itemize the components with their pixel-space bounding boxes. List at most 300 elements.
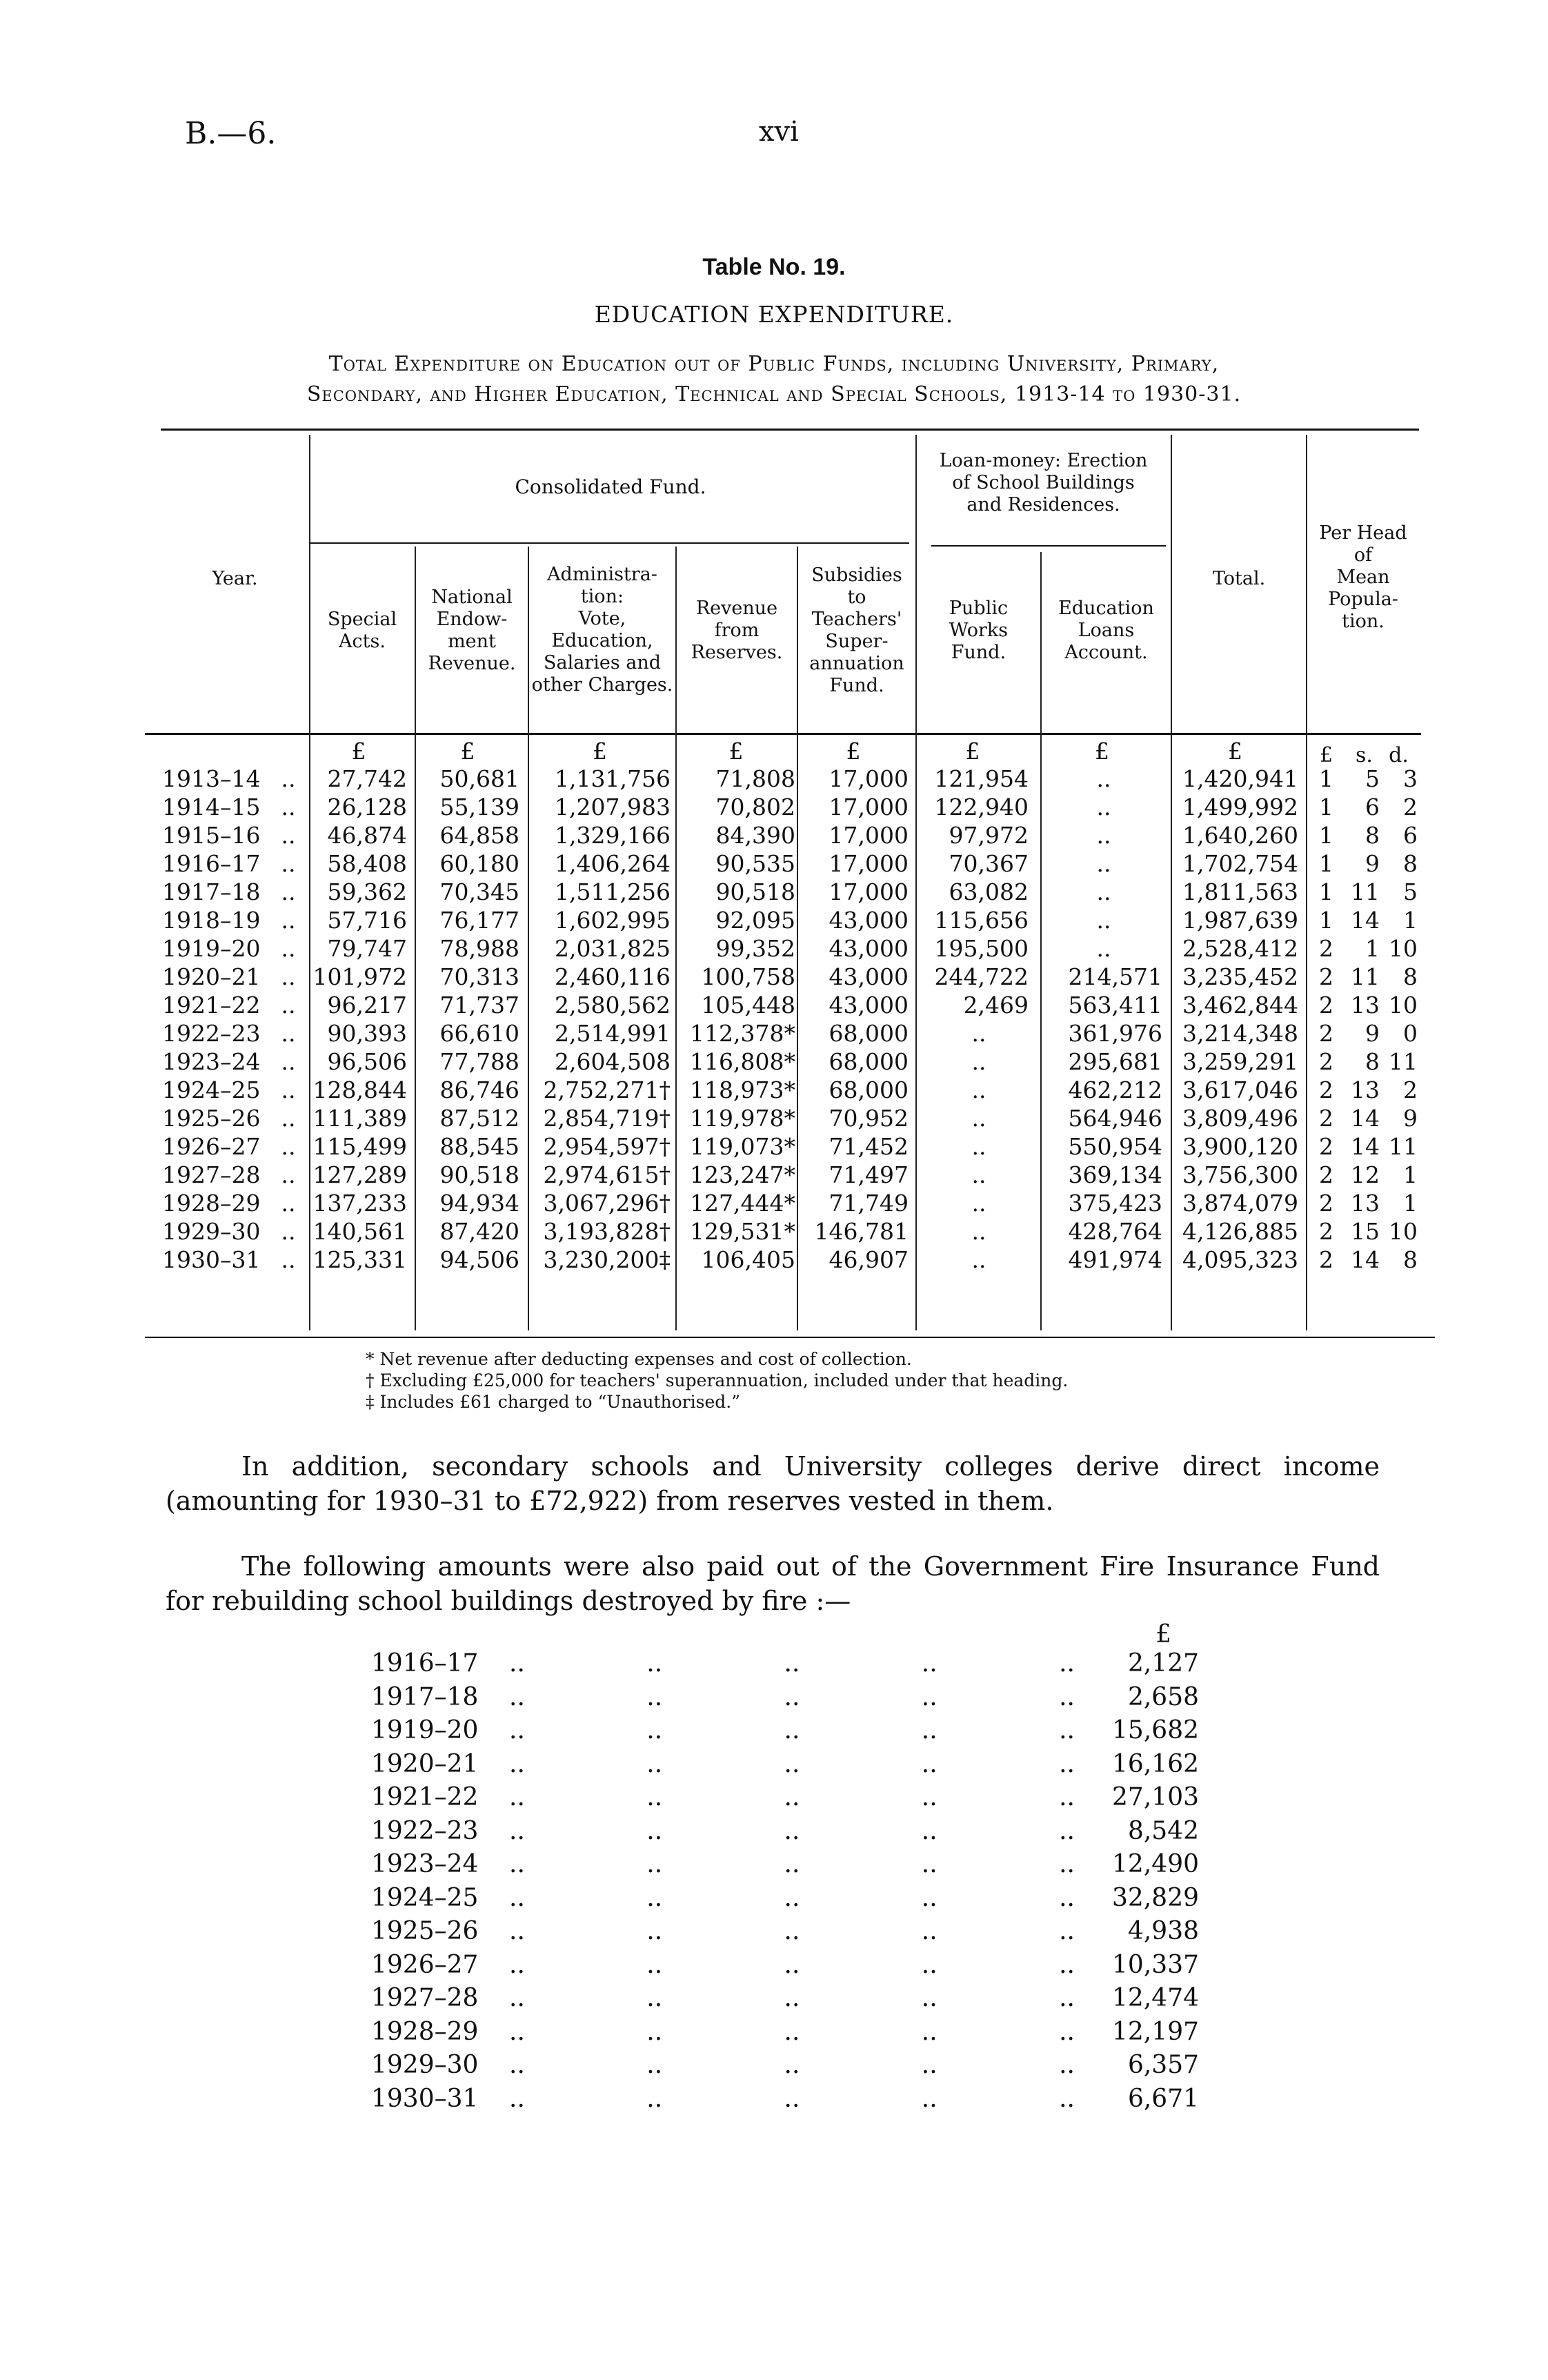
pwf-cell: ..: [971, 1020, 986, 1047]
leader-dots: ..: [281, 794, 296, 820]
admin-cell: 2,460,116: [555, 963, 671, 990]
per-head-shillings: 11: [1351, 963, 1380, 990]
special-cell: 59,362: [327, 878, 407, 905]
leader-dot: ..: [784, 1984, 800, 2012]
pwf-cell: ..: [971, 1218, 986, 1245]
leader-dots: ..: [281, 1190, 296, 1217]
admin-cell: 1,329,166: [555, 822, 671, 849]
leader-dots: [509, 2085, 1075, 2113]
year-cell: 1916–17: [162, 850, 261, 877]
special-cell: 57,716: [327, 907, 407, 934]
fire-list-item: [371, 1984, 1199, 2018]
leader-dots: ..: [281, 1048, 296, 1075]
leader-dot: ..: [1059, 1850, 1075, 1878]
fire-amount: 12,197: [1112, 2017, 1199, 2046]
admin-cell: 2,514,991: [555, 1020, 671, 1047]
fire-list-item: [371, 1817, 1199, 1851]
fire-amount: 4,938: [1127, 1917, 1199, 1945]
leader-dots: ..: [281, 1076, 296, 1103]
per-head-shillings: 14: [1351, 1133, 1380, 1160]
fire-amount: 12,490: [1112, 1850, 1199, 1878]
leader-dot: ..: [1059, 1649, 1075, 1678]
leader-dot: ..: [509, 1749, 525, 1778]
fire-amount: 27,103: [1112, 1783, 1199, 1811]
national-cell: 76,177: [439, 907, 519, 934]
leader-dots: ..: [281, 822, 296, 849]
admin-cell: 2,974,615†: [543, 1161, 671, 1188]
ela-cell: 563,411: [1068, 992, 1162, 1019]
per-head-pounds: 2: [1319, 1048, 1333, 1075]
admin-cell: 3,230,200‡: [543, 1246, 671, 1273]
fire-amount: 32,829: [1112, 1883, 1199, 1912]
leader-dot: ..: [509, 1950, 525, 1979]
subsidies-cell: 68,000: [828, 1048, 909, 1075]
leader-dot: ..: [646, 1716, 663, 1744]
footnote-double-dagger: ‡ Includes £61 charged to “Unauthorised.”: [366, 1392, 740, 1412]
ela-cell: ..: [1096, 794, 1111, 820]
per-head-pence: 1: [1403, 1161, 1418, 1188]
leader-dot: ..: [921, 2051, 937, 2079]
year-cell: 1926–27: [162, 1133, 261, 1160]
header-line: Education: [1058, 598, 1154, 619]
leader-dot: ..: [646, 1783, 663, 1811]
leader-dot: ..: [646, 1984, 663, 2012]
subsidies-cell: 17,000: [828, 794, 909, 820]
col-header-public-works-fund: [917, 598, 1040, 664]
subsidies-cell: 17,000: [828, 878, 909, 905]
fire-year: 1920–21: [371, 1749, 479, 1778]
leader-dot: ..: [1059, 1749, 1075, 1778]
leader-dot: ..: [921, 1950, 937, 1979]
leader-dot: ..: [784, 1950, 800, 1979]
total-cell: 4,126,885: [1182, 1218, 1298, 1245]
per-head-shillings: 14: [1351, 907, 1380, 934]
admin-cell: 2,031,825: [555, 935, 671, 962]
per-head-pence: 1: [1403, 907, 1418, 934]
total-cell: 1,420,941: [1182, 765, 1298, 792]
national-cell: 64,858: [439, 822, 519, 849]
header-line: tion:: [580, 586, 624, 607]
leader-dot: ..: [784, 1917, 800, 1945]
reserves-cell: 92,095: [715, 907, 795, 934]
ela-cell: 550,954: [1068, 1133, 1162, 1160]
fire-list-item: [371, 1750, 1199, 1784]
admin-cell: 1,511,256: [555, 878, 671, 905]
special-cell: 101,972: [312, 963, 407, 990]
leader-dots: ..: [281, 992, 296, 1019]
special-cell: 137,233: [312, 1190, 407, 1217]
header-line: Revenue: [695, 598, 778, 619]
leader-dots: [509, 1884, 1075, 1912]
pwf-cell: 122,940: [934, 794, 1029, 820]
leader-dots: ..: [281, 1218, 296, 1245]
per-head-shillings: 12: [1351, 1161, 1380, 1188]
header-line: annuation: [809, 653, 904, 674]
admin-cell: 2,954,597†: [543, 1133, 671, 1160]
col-header-per-head: [1307, 522, 1419, 633]
header-line: of: [1353, 544, 1373, 566]
footnote-asterisk: * Net revenue after deducting expenses and cost of collection.: [366, 1349, 912, 1369]
unit-pound-symbol: £: [965, 738, 980, 765]
year-cell: 1921–22: [162, 992, 261, 1019]
per-head-pence: 10: [1389, 992, 1418, 1019]
loan-subheader-rule: [931, 545, 1166, 547]
ela-cell: ..: [1096, 822, 1111, 849]
leader-dot: ..: [509, 2051, 525, 2079]
leader-dot: ..: [1059, 1716, 1075, 1744]
header-line: Works: [949, 620, 1009, 641]
unit-pound-symbol: £: [846, 738, 861, 765]
per-head-unit: s.: [1356, 743, 1373, 767]
leader-dot: ..: [646, 1749, 663, 1778]
leader-dot: ..: [509, 1984, 525, 2012]
total-cell: 2,528,412: [1182, 935, 1298, 962]
leader-dot: ..: [784, 2017, 800, 2046]
fire-list-item: [371, 2018, 1199, 2052]
year-cell: 1913–14: [162, 765, 261, 792]
leader-dots: ..: [281, 878, 296, 905]
fire-year: 1922–23: [371, 1816, 479, 1845]
unit-pound-symbol: £: [593, 738, 607, 765]
subsidies-cell: 43,000: [828, 935, 909, 962]
year-cell: 1920–21: [162, 963, 261, 990]
leader-dot: ..: [784, 1816, 800, 1845]
header-bottom-rule: [145, 733, 1421, 735]
ela-cell: 462,212: [1068, 1076, 1162, 1103]
pwf-cell: ..: [971, 1133, 986, 1160]
admin-cell: 2,752,271†: [543, 1076, 671, 1103]
per-head-pence: 8: [1403, 850, 1418, 877]
ela-cell: 295,681: [1068, 1048, 1162, 1075]
header-line: Administra-: [547, 564, 657, 585]
per-head-unit: d.: [1389, 743, 1409, 767]
national-cell: 88,545: [439, 1133, 519, 1160]
leader-dot: ..: [1059, 1682, 1075, 1711]
pwf-cell: ..: [971, 1076, 986, 1103]
leader-dot: ..: [784, 2084, 800, 2113]
leader-dot: ..: [921, 1850, 937, 1878]
header-line: to: [847, 587, 866, 608]
per-head-pence: 8: [1403, 963, 1418, 990]
reserves-cell: 99,352: [715, 935, 795, 962]
ela-cell: ..: [1096, 765, 1111, 792]
fire-year: 1919–20: [371, 1716, 479, 1744]
consolidated-subheader-rule: [309, 542, 909, 544]
national-cell: 94,506: [439, 1246, 519, 1273]
year-cell: 1928–29: [162, 1190, 261, 1217]
fire-year: 1926–27: [371, 1950, 479, 1979]
national-cell: 94,934: [439, 1190, 519, 1217]
col-header-subsidies: [798, 564, 915, 697]
per-head-shillings: 1: [1365, 935, 1380, 962]
year-cell: 1917–18: [162, 878, 261, 905]
table-title: EDUCATION EXPENDITURE.: [594, 301, 954, 328]
leader-dot: ..: [921, 2084, 937, 2113]
leader-dots: [509, 1850, 1075, 1878]
header-line: Super-: [825, 631, 889, 652]
pwf-cell: ..: [971, 1190, 986, 1217]
total-cell: 3,756,300: [1182, 1161, 1298, 1188]
reserves-cell: 116,808*: [690, 1048, 795, 1075]
reserves-cell: 71,808: [715, 765, 795, 792]
leader-dots: [509, 1716, 1075, 1744]
header-line: ment: [448, 631, 496, 652]
subsidies-cell: 46,907: [828, 1246, 909, 1273]
subsidies-cell: 71,497: [828, 1161, 909, 1188]
per-head-pence: 5: [1403, 878, 1418, 905]
header-line: Per Head: [1319, 522, 1407, 544]
leader-dot: ..: [1059, 2084, 1075, 2113]
col-header-administration: [529, 564, 675, 696]
col-header-education-loans: [1042, 598, 1171, 664]
admin-cell: 2,604,508: [555, 1048, 671, 1075]
per-head-pounds: 1: [1319, 850, 1333, 877]
leader-dot: ..: [784, 1883, 800, 1912]
fire-amount: 2,658: [1127, 1682, 1199, 1711]
leader-dots: ..: [281, 1133, 296, 1160]
per-head-pounds: 2: [1319, 1133, 1333, 1160]
per-head-pence: 10: [1389, 1218, 1418, 1245]
header-line: Special: [327, 609, 397, 630]
year-cell: 1914–15: [162, 794, 261, 820]
fire-amount: 8,542: [1127, 1816, 1199, 1845]
year-cell: 1915–16: [162, 822, 261, 849]
fire-year: 1929–30: [371, 2051, 479, 2079]
leader-dot: ..: [921, 1883, 937, 1912]
per-head-shillings: 13: [1351, 1190, 1380, 1217]
ela-cell: ..: [1096, 878, 1111, 905]
subsidies-cell: 71,452: [828, 1133, 909, 1160]
total-cell: 3,259,291: [1182, 1048, 1298, 1075]
per-head-shillings: 8: [1365, 822, 1380, 849]
fire-amount: 15,682: [1112, 1716, 1199, 1744]
fire-list-item: [371, 1716, 1199, 1751]
ela-cell: 361,976: [1068, 1020, 1162, 1047]
header-line: Revenue.: [428, 653, 516, 674]
header-line: Loans: [1078, 620, 1135, 641]
per-head-pounds: 2: [1319, 1161, 1333, 1188]
leader-dot: ..: [1059, 1883, 1075, 1912]
leader-dot: ..: [921, 1816, 937, 1845]
per-head-shillings: 14: [1351, 1246, 1380, 1273]
special-cell: 79,747: [327, 935, 407, 962]
leader-dots: ..: [281, 935, 296, 962]
leader-dot: ..: [1059, 2051, 1075, 2079]
year-cell: 1923–24: [162, 1048, 261, 1075]
fire-year: 1916–17: [371, 1649, 479, 1678]
per-head-pounds: 2: [1319, 963, 1333, 990]
leader-dots: ..: [281, 765, 296, 792]
header-line: Reserves.: [691, 642, 783, 663]
leader-dot: ..: [509, 1850, 525, 1878]
subsidies-cell: 43,000: [828, 907, 909, 934]
leader-dot: ..: [921, 2017, 937, 2046]
leader-dot: ..: [784, 1649, 800, 1678]
subsidies-cell: 17,000: [828, 822, 909, 849]
per-head-shillings: 14: [1351, 1105, 1380, 1132]
year-cell: 1930–31: [162, 1246, 261, 1273]
per-head-pounds: 1: [1319, 907, 1333, 934]
table-bottom-rule: [145, 1337, 1435, 1338]
per-head-pounds: 1: [1319, 878, 1333, 905]
leader-dot: ..: [509, 1716, 525, 1744]
per-head-pounds: 2: [1319, 1218, 1333, 1245]
pwf-cell: 63,082: [949, 878, 1029, 905]
leader-dot: ..: [784, 1850, 800, 1878]
leader-dots: [509, 1649, 1075, 1678]
subsidies-cell: 146,781: [814, 1218, 909, 1245]
special-cell: 90,393: [327, 1020, 407, 1047]
total-cell: 1,987,639: [1182, 907, 1298, 934]
subsidies-cell: 68,000: [828, 1076, 909, 1103]
per-head-pounds: 1: [1319, 822, 1333, 849]
fire-year: 1927–28: [371, 1984, 479, 2012]
table-number: Table No. 19.: [702, 254, 846, 280]
total-cell: 1,702,754: [1182, 850, 1298, 877]
national-cell: 71,737: [439, 992, 519, 1019]
total-cell: 3,809,496: [1182, 1105, 1298, 1132]
ela-cell: ..: [1096, 850, 1111, 877]
ela-cell: 369,134: [1068, 1161, 1162, 1188]
leader-dots: ..: [281, 1020, 296, 1047]
col-header-year: [161, 568, 309, 590]
national-cell: 87,512: [439, 1105, 519, 1132]
leader-dot: ..: [1059, 1917, 1075, 1945]
header-line: Subsidies: [811, 564, 902, 586]
header-line: Year.: [212, 568, 258, 589]
unit-pound-symbol: £: [1095, 738, 1109, 765]
fire-list-item: [371, 1951, 1199, 1985]
table-top-rule: [161, 429, 1419, 431]
leader-dot: ..: [1059, 2017, 1075, 2046]
leader-dot: ..: [784, 2051, 800, 2079]
fire-list-item: [371, 1783, 1199, 1818]
fire-year: 1924–25: [371, 1883, 479, 1912]
col-header-total: [1172, 568, 1306, 590]
subsidies-cell: 43,000: [828, 992, 909, 1019]
subsidies-cell: 68,000: [828, 1020, 909, 1047]
pwf-cell: ..: [971, 1048, 986, 1075]
per-head-pence: 10: [1389, 935, 1418, 962]
leader-dot: ..: [646, 2084, 663, 2113]
reserves-cell: 118,973*: [690, 1076, 795, 1103]
header-line: tion.: [1342, 611, 1385, 632]
leader-dot: ..: [921, 1649, 937, 1678]
national-cell: 70,345: [439, 878, 519, 905]
total-cell: 1,811,563: [1182, 878, 1298, 905]
leader-dot: ..: [509, 1682, 525, 1711]
pwf-cell: 121,954: [934, 765, 1029, 792]
ela-cell: 564,946: [1068, 1105, 1162, 1132]
leader-dot: ..: [646, 1850, 663, 1878]
fire-amount: 6,671: [1127, 2084, 1199, 2113]
special-cell: 125,331: [312, 1246, 407, 1273]
special-cell: 128,844: [312, 1076, 407, 1103]
special-cell: 115,499: [312, 1133, 407, 1160]
total-cell: 1,499,992: [1182, 794, 1298, 820]
leader-dot: ..: [1059, 1816, 1075, 1845]
fire-list-item: [371, 2051, 1199, 2085]
per-head-pence: 1: [1403, 1190, 1418, 1217]
leader-dot: ..: [784, 1783, 800, 1811]
ela-cell: 491,974: [1068, 1246, 1162, 1273]
fire-list-item: [371, 1649, 1199, 1684]
leader-dot: ..: [646, 2051, 663, 2079]
subsidies-cell: 71,749: [828, 1190, 909, 1217]
total-cell: 3,462,844: [1182, 992, 1298, 1019]
pwf-cell: 70,367: [949, 850, 1029, 877]
leader-dots: ..: [281, 1105, 296, 1132]
unit-pound-symbol: £: [1228, 738, 1242, 765]
per-head-shillings: 13: [1351, 1076, 1380, 1103]
leader-dot: ..: [646, 1883, 663, 1912]
subsidies-cell: 70,952: [828, 1105, 909, 1132]
total-cell: 4,095,323: [1182, 1246, 1298, 1273]
leader-dot: ..: [509, 1783, 525, 1811]
total-cell: 3,874,079: [1182, 1190, 1298, 1217]
special-cell: 96,506: [327, 1048, 407, 1075]
pwf-cell: 195,500: [934, 935, 1029, 962]
per-head-pounds: 1: [1319, 794, 1333, 820]
header-line: of School Buildings: [952, 472, 1135, 493]
leader-dot: ..: [509, 2017, 525, 2046]
per-head-shillings: 8: [1365, 1048, 1380, 1075]
pwf-cell: 97,972: [949, 822, 1029, 849]
unit-pound-symbol: £: [460, 738, 475, 765]
header-line: from: [714, 620, 760, 641]
unit-pound-symbol: £: [728, 738, 744, 765]
subsidies-cell: 17,000: [828, 850, 909, 877]
paragraph-fire-insurance: [166, 1549, 1380, 1618]
per-head-pence: 6: [1403, 822, 1418, 849]
per-head-unit: £: [1319, 743, 1333, 767]
reserves-cell: 105,448: [701, 992, 795, 1019]
year-cell: 1924–25: [162, 1076, 261, 1103]
fire-year: 1928–29: [371, 2017, 479, 2046]
table-subtitle-line2: Secondary, and Higher Education, Technical and Special Schools, 1913-14 to 1930-31.: [306, 382, 1242, 406]
header-line: Fund.: [829, 675, 884, 696]
leader-dots: [509, 1683, 1075, 1711]
header-line: Fund.: [951, 642, 1006, 663]
subsidies-cell: 17,000: [828, 765, 909, 792]
leader-dot: ..: [921, 1749, 937, 1778]
national-cell: 60,180: [439, 850, 519, 877]
per-head-pence: 2: [1403, 1076, 1418, 1103]
leader-dot: ..: [509, 1816, 525, 1845]
year-cell: 1919–20: [162, 935, 261, 962]
leader-dots: [509, 1817, 1075, 1845]
pwf-cell: ..: [971, 1161, 986, 1188]
reserves-cell: 119,978*: [690, 1105, 795, 1132]
fire-year: 1921–22: [371, 1783, 479, 1811]
subsidies-cell: 43,000: [828, 963, 909, 990]
leader-dot: ..: [1059, 1950, 1075, 1979]
fire-year: 1923–24: [371, 1850, 479, 1878]
national-cell: 77,788: [439, 1048, 519, 1075]
leader-dot: ..: [784, 1749, 800, 1778]
leader-dot: ..: [921, 1917, 937, 1945]
per-head-pence: 11: [1389, 1048, 1418, 1075]
fire-amount: 12,474: [1112, 1984, 1199, 2012]
per-head-shillings: 11: [1351, 878, 1380, 905]
national-cell: 87,420: [439, 1218, 519, 1245]
national-cell: 66,610: [439, 1020, 519, 1047]
per-head-pence: 9: [1403, 1105, 1418, 1132]
national-cell: 55,139: [439, 794, 519, 820]
leader-dots: [509, 1917, 1075, 1945]
leader-dot: ..: [784, 1682, 800, 1711]
fire-list-item: [371, 1884, 1199, 1918]
